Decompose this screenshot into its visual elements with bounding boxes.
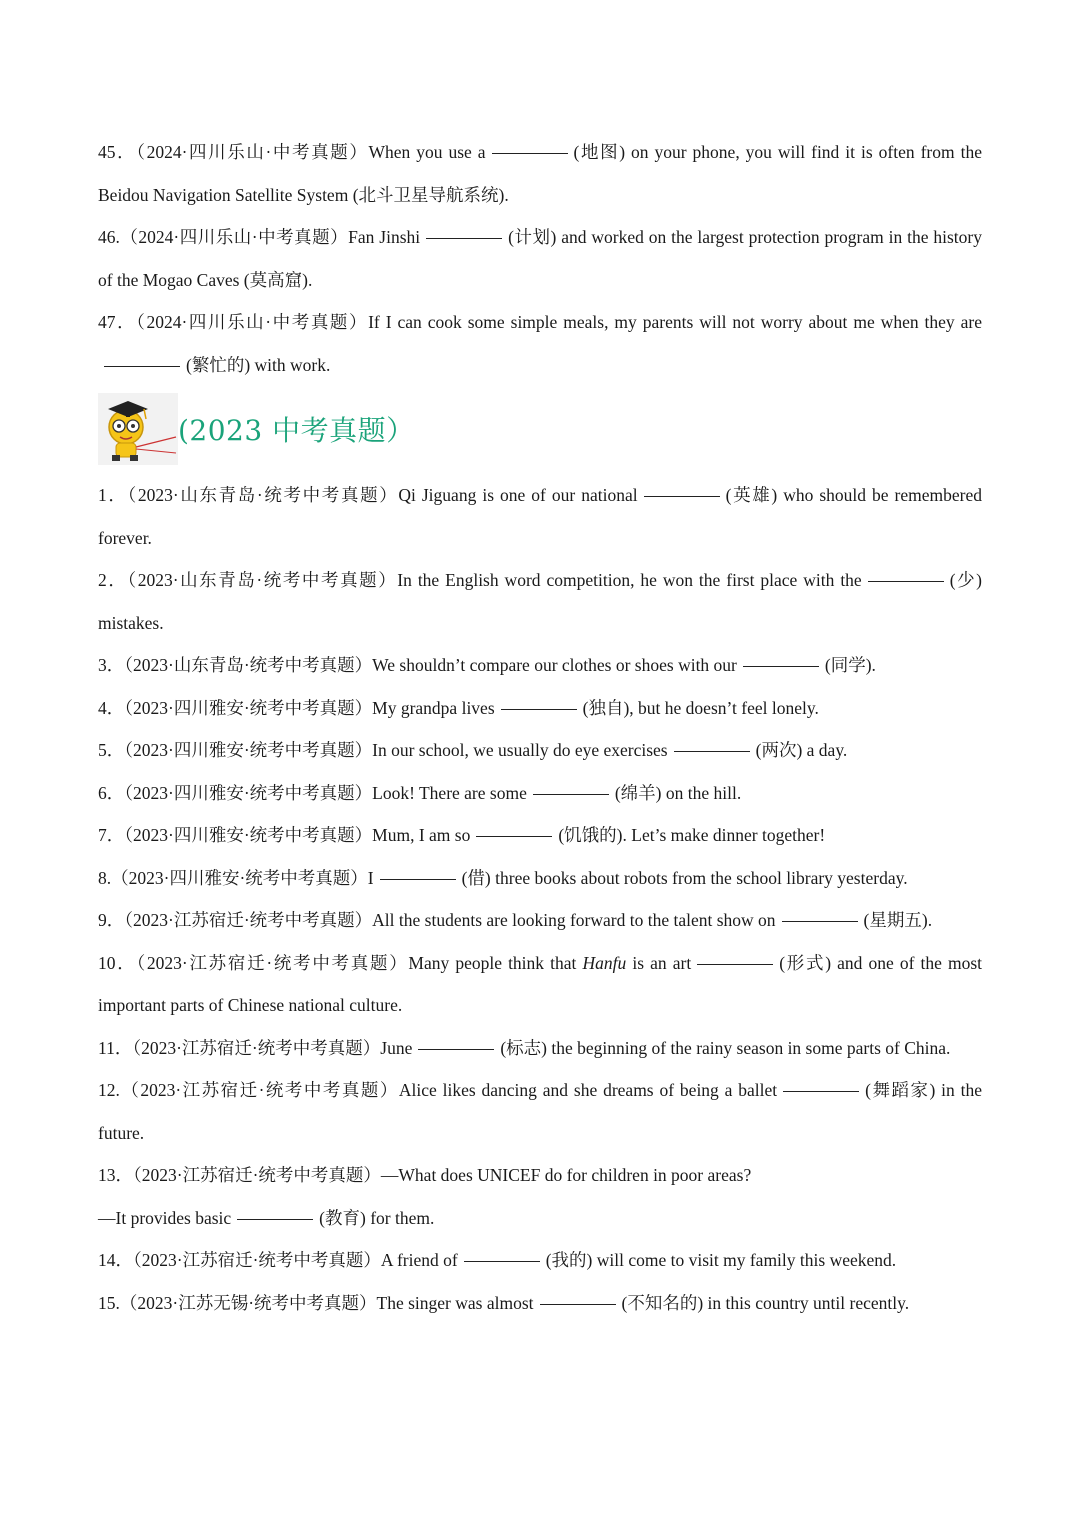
question-text: (少) mistakes. (98, 570, 983, 633)
question-text: 9．（2023·江苏宿迁·统考中考真题）All the students are looking forward to the talent show on (98, 910, 776, 930)
question-text: (形式) and one of the most important parts of Chinese national culture. (98, 952, 983, 1015)
answer-blank[interactable] (644, 495, 720, 497)
answer-blank[interactable] (697, 963, 773, 965)
question-9 (98, 899, 982, 942)
scholar-mascot-icon (98, 393, 178, 465)
question-text: (英雄) who should be remembered forever. (98, 485, 983, 548)
question-46 (98, 216, 982, 301)
question-text: (舞蹈家) in the future. (98, 1080, 982, 1143)
question-45 (98, 131, 982, 216)
question-text: 5．（2023·四川雅安·统考中考真题）In our school, we usually do eye exercises (98, 740, 668, 760)
question-text: (我的) will come to visit my family this weekend. (545, 1250, 897, 1270)
question-1 (98, 474, 982, 559)
question-text: (借) three books about robots from the school library yesterday. (461, 867, 908, 888)
question-text: 11．（2023·江苏宿迁·统考中考真题）June (98, 1037, 413, 1058)
question-text: —It provides basic (98, 1207, 232, 1228)
italic-term: Hanfu (582, 952, 627, 973)
question-text: (繁忙的) with work. (186, 354, 331, 375)
answer-blank[interactable] (492, 152, 568, 154)
answer-blank[interactable] (237, 1218, 313, 1220)
question-11 (98, 1027, 982, 1070)
question-7 (98, 814, 982, 857)
answer-blank[interactable] (464, 1260, 540, 1262)
answer-blank[interactable] (104, 365, 180, 367)
question-text: 8.（2023·四川雅安·统考中考真题）I (98, 867, 374, 888)
question-13 (98, 1154, 982, 1239)
question-text: 12.（2023·江苏宿迁·统考中考真题）Alice likes dancing and she dreams of being a ballet (98, 1080, 778, 1100)
question-text: 45．（2024·四川乐山·中考真题）When you use a (98, 142, 486, 162)
question-3 (98, 644, 982, 687)
section-header (98, 390, 982, 468)
question-text: 7．（2023·四川雅安·统考中考真题）Mum, I am so (98, 825, 471, 845)
question-text: 10．（2023·江苏宿迁·统考中考真题）Many people think that (98, 952, 577, 973)
document-page (98, 131, 982, 1324)
answer-blank[interactable] (426, 237, 502, 239)
question-6 (98, 772, 982, 815)
question-text: (计划) and worked on the largest protection program in the history of the Mogao Caves (莫高窟). (98, 227, 983, 290)
section-title: (2023 中考真题） (178, 414, 415, 447)
question-text: 3．（2023·山东青岛·统考中考真题）We shouldn’t compare our clothes or shoes with our (98, 655, 737, 675)
question-10 (98, 942, 982, 1027)
question-text: 47．（2024·四川乐山·中考真题）If I can cook some simple meals, my parents will not worry about me when they are (98, 312, 982, 332)
question-text: 6．（2023·四川雅安·统考中考真题）Look! There are some (98, 782, 527, 803)
question-4 (98, 687, 982, 730)
answer-blank[interactable] (868, 580, 944, 582)
question-text: (星期五). (863, 910, 933, 930)
question-text: (教育) for them. (319, 1207, 435, 1228)
question-47 (98, 301, 982, 386)
question-12 (98, 1069, 982, 1154)
answer-blank[interactable] (533, 793, 609, 795)
question-text: (绵羊) on the hill. (614, 782, 742, 803)
answer-blank[interactable] (501, 708, 577, 710)
question-text: (地图) on your phone, you will find it is often from the Beidou Navigation Satellite System (北斗卫星导航系统). (98, 142, 982, 205)
question-text: 2．（2023·山东青岛·统考中考真题）In the English word competition, he won the first place with the (98, 570, 862, 590)
answer-blank[interactable] (674, 750, 750, 752)
answer-blank[interactable] (380, 878, 456, 880)
question-text: 13．（2023·江苏宿迁·统考中考真题）—What does UNICEF do for children in poor areas? (98, 1165, 752, 1185)
question-text: 15.（2023·江苏无锡·统考中考真题）The singer was almost (98, 1292, 534, 1313)
question-text: (标志) the beginning of the rainy season in some parts of China. (500, 1037, 951, 1058)
question-15 (98, 1282, 982, 1325)
answer-blank[interactable] (540, 1303, 616, 1305)
question-text: 46.（2024·四川乐山·中考真题）Fan Jinshi (98, 227, 421, 247)
question-text: 4．（2023·四川雅安·统考中考真题）My grandpa lives (98, 697, 495, 718)
answer-blank[interactable] (782, 920, 858, 922)
answer-blank[interactable] (783, 1090, 859, 1092)
answer-blank[interactable] (743, 665, 819, 667)
question-text: (不知名的) in this country until recently. (621, 1292, 910, 1313)
question-text: (两次) a day. (755, 740, 848, 760)
question-2 (98, 559, 982, 644)
question-text: is an art (632, 952, 692, 973)
question-14 (98, 1239, 982, 1282)
question-5 (98, 729, 982, 772)
question-text: (独自), but he doesn’t feel lonely. (582, 697, 819, 718)
question-8 (98, 857, 982, 900)
question-text: 14．（2023·江苏宿迁·统考中考真题）A friend of (98, 1250, 458, 1270)
answer-blank[interactable] (418, 1048, 494, 1050)
answer-blank[interactable] (476, 835, 552, 837)
question-text: 1．（2023·山东青岛·统考中考真题）Qi Jiguang is one of our national (98, 485, 638, 505)
question-text: (饥饿的). Let’s make dinner together! (558, 825, 826, 845)
question-text: (同学). (824, 655, 876, 675)
